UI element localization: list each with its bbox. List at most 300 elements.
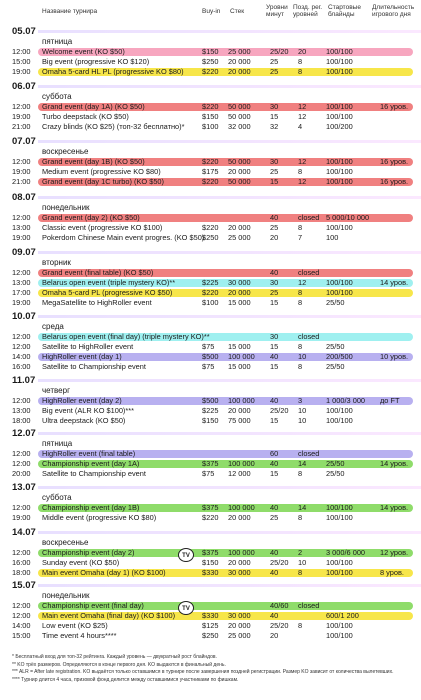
weekday-label: суббота — [42, 493, 72, 502]
date-label: 08.07 — [12, 192, 36, 203]
date-row — [0, 527, 421, 538]
event-levels: 15 — [270, 416, 279, 425]
event-row — [0, 558, 421, 568]
weekday-row — [0, 92, 421, 102]
weekday-label: воскресенье — [42, 147, 89, 156]
event-levels: 25/20 — [270, 47, 289, 56]
event-row — [0, 449, 421, 459]
event-stack: 75 000 — [228, 416, 251, 425]
event-late-reg: 12 — [298, 112, 307, 121]
date-row — [0, 580, 421, 591]
event-stack: 15 000 — [228, 298, 251, 307]
date-bar — [38, 584, 421, 587]
event-time: 12:00 — [12, 548, 31, 557]
event-time: 12:00 — [12, 213, 31, 222]
weekday-row — [0, 37, 421, 47]
event-name: Grand event (final table) (KO $50) — [42, 268, 154, 277]
event-levels: 15 — [270, 112, 279, 121]
event-blinds: 100/200 — [326, 122, 353, 131]
weekday-label: среда — [42, 322, 64, 331]
event-levels: 20 — [270, 631, 279, 640]
footnote: **** Турнир длится 4 часа, призовой фонд делится между оставшимися участниками по фишкам. — [12, 676, 239, 683]
event-name: Belarus open event (triple mystery KO)** — [42, 278, 176, 287]
event-late-reg: 8 — [298, 298, 303, 307]
day-block — [0, 527, 421, 578]
event-name: Ultra deepstack (KO $50) — [42, 416, 126, 425]
event-late-reg: 10 — [298, 406, 307, 415]
event-time: 20:00 — [12, 469, 31, 478]
event-name: Middle event (progressive KO $80) — [42, 513, 157, 522]
weekday-label: пятница — [42, 37, 73, 46]
header-duration: Длительность игрового дня — [372, 4, 415, 18]
event-late-reg: closed — [298, 601, 320, 610]
event-buyin: $150 — [202, 47, 219, 56]
event-late-reg: 12 — [298, 278, 307, 287]
event-buyin: $175 — [202, 167, 219, 176]
event-buyin: $330 — [202, 611, 219, 620]
event-blinds: 100/100 — [326, 288, 353, 297]
date-row — [0, 428, 421, 439]
event-buyin: $250 — [202, 233, 219, 242]
event-stack: 50 000 — [228, 102, 251, 111]
event-name: Low event (KO $25) — [42, 621, 108, 630]
event-buyin: $375 — [202, 459, 219, 468]
event-time: 12:00 — [12, 503, 31, 512]
event-name: Big event (ALR KO $100)*** — [42, 406, 135, 415]
event-duration: 14 уров. — [380, 278, 409, 287]
date-bar — [38, 85, 421, 88]
event-levels: 15 — [270, 469, 279, 478]
event-blinds: 100/100 — [326, 57, 353, 66]
event-levels: 60 — [270, 449, 279, 458]
event-blinds: 25/50 — [326, 298, 345, 307]
event-time: 15:00 — [12, 57, 31, 66]
date-row — [0, 247, 421, 258]
event-late-reg: 12 — [298, 177, 307, 186]
event-levels: 30 — [270, 157, 279, 166]
event-blinds: 25/50 — [326, 362, 345, 371]
event-buyin: $150 — [202, 558, 219, 567]
event-time: 12:00 — [12, 268, 31, 277]
event-levels: 15 — [270, 177, 279, 186]
event-stack: 100 000 — [228, 503, 255, 512]
event-late-reg: 7 — [298, 233, 303, 242]
event-name: Omaha 5-card PL (progressive KO $50) — [42, 288, 173, 297]
event-levels: 40 — [270, 213, 279, 222]
date-label: 10.07 — [12, 311, 36, 322]
event-levels: 25/20 — [270, 621, 289, 630]
event-name: Main event Omaha (day 1) (KO $100) — [42, 568, 166, 577]
event-late-reg: 20 — [298, 47, 307, 56]
event-stack: 20 000 — [228, 57, 251, 66]
event-stack: 30 000 — [228, 278, 251, 287]
event-duration: 10 уров. — [380, 352, 409, 361]
event-late-reg: 8 — [298, 167, 303, 176]
event-buyin: $150 — [202, 112, 219, 121]
date-label: 13.07 — [12, 482, 36, 493]
event-buyin: $75 — [202, 469, 215, 478]
event-name: Main event Omaha (final day) (KO $100) — [42, 611, 176, 620]
event-time: 12:00 — [12, 601, 31, 610]
event-buyin: $375 — [202, 548, 219, 557]
date-bar — [38, 315, 421, 318]
event-late-reg: 4 — [298, 122, 303, 131]
event-blinds: 100/100 — [326, 503, 353, 512]
event-levels: 25/20 — [270, 406, 289, 415]
event-name: Crazy blinds (KO $25) (топ-32 бесплатно)* — [42, 122, 185, 131]
event-late-reg: 8 — [298, 67, 303, 76]
day-block — [0, 375, 421, 426]
event-levels: 40 — [270, 396, 279, 405]
event-name: Grand event (day 1C turbo) (KO $50) — [42, 177, 165, 186]
event-row — [0, 601, 421, 611]
event-name: Championship event (day 2) — [42, 548, 135, 557]
event-row — [0, 631, 421, 641]
event-late-reg: 8 — [298, 469, 303, 478]
event-row — [0, 102, 421, 112]
event-duration: 16 уров. — [380, 177, 409, 186]
event-time: 13:00 — [12, 223, 31, 232]
event-late-reg: 8 — [298, 342, 303, 351]
event-stack: 20 000 — [228, 558, 251, 567]
event-blinds: 100/100 — [326, 177, 353, 186]
event-time: 12:00 — [12, 611, 31, 620]
event-duration: 14 уров. — [380, 503, 409, 512]
event-levels: 40 — [270, 459, 279, 468]
event-stack: 12 000 — [228, 469, 251, 478]
event-name: Satellite to Championship event — [42, 362, 146, 371]
event-row — [0, 568, 421, 578]
date-label: 11.07 — [12, 375, 36, 386]
event-time: 21:00 — [12, 177, 31, 186]
event-stack: 20 000 — [228, 406, 251, 415]
event-name: Turbo deepstack (KO $50) — [42, 112, 129, 121]
event-row — [0, 332, 421, 342]
event-blinds: 100/100 — [326, 416, 353, 425]
header-late: Позд. рег. уровней — [293, 4, 323, 18]
event-levels: 40 — [270, 268, 279, 277]
event-late-reg: 8 — [298, 513, 303, 522]
event-late-reg: 8 — [298, 288, 303, 297]
event-levels: 25 — [270, 513, 279, 522]
event-stack: 50 000 — [228, 112, 251, 121]
date-label: 05.07 — [12, 26, 36, 37]
date-label: 09.07 — [12, 247, 36, 258]
event-name: Sunday event (KO $50) — [42, 558, 120, 567]
event-levels: 40 — [270, 568, 279, 577]
event-duration: до FT — [380, 396, 400, 405]
event-levels: 40 — [270, 503, 279, 512]
weekday-row — [0, 493, 421, 503]
footnote: *** ALR = After late registration. KO выдаётся только оставшимся в турнире после завершения поздней регистрации. Размер KO зависит от количества вылетевших. — [12, 669, 394, 675]
header-levels: Уровни минут — [266, 4, 288, 18]
event-time: 19:00 — [12, 67, 31, 76]
date-bar — [38, 196, 421, 199]
day-block — [0, 311, 421, 372]
event-buyin: $100 — [202, 298, 219, 307]
event-name: Medium event (progressive KO $80) — [42, 167, 161, 176]
event-stack: 30 000 — [228, 568, 251, 577]
event-buyin: $100 — [202, 122, 219, 131]
event-name: MegaSatellite to HighRoller event — [42, 298, 152, 307]
date-row — [0, 311, 421, 322]
event-time: 12:00 — [12, 157, 31, 166]
event-levels: 15 — [270, 298, 279, 307]
event-row — [0, 157, 421, 167]
date-label: 14.07 — [12, 527, 36, 538]
event-row — [0, 112, 421, 122]
event-name: Championship event (final day) — [42, 601, 144, 610]
day-block — [0, 428, 421, 479]
event-time: 12:00 — [12, 47, 31, 56]
event-levels: 15 — [270, 342, 279, 351]
event-row — [0, 503, 421, 513]
day-block — [0, 482, 421, 523]
weekday-row — [0, 322, 421, 332]
event-blinds: 100/100 — [326, 67, 353, 76]
event-stack: 20 000 — [228, 223, 251, 232]
event-levels: 30 — [270, 332, 279, 341]
event-levels: 25 — [270, 223, 279, 232]
weekday-row — [0, 386, 421, 396]
tv-icon: TV — [178, 601, 194, 615]
event-name: Time event 4 hours**** — [42, 631, 117, 640]
event-row — [0, 177, 421, 187]
event-blinds: 5 000/10 000 — [326, 213, 370, 222]
event-row — [0, 362, 421, 372]
event-buyin: $220 — [202, 177, 219, 186]
event-late-reg: 14 — [298, 459, 307, 468]
event-stack: 100 000 — [228, 548, 255, 557]
event-late-reg: 8 — [298, 621, 303, 630]
header-buyin: Buy-in — [202, 8, 221, 15]
event-late-reg: 8 — [298, 568, 303, 577]
event-row — [0, 213, 421, 223]
event-time: 19:00 — [12, 233, 31, 242]
event-levels: 30 — [270, 102, 279, 111]
event-levels: 40/60 — [270, 601, 289, 610]
event-levels: 30 — [270, 278, 279, 287]
event-row — [0, 548, 421, 558]
event-stack: 100 000 — [228, 396, 255, 405]
event-buyin: $220 — [202, 102, 219, 111]
event-name: Championship event (day 1A) — [42, 459, 140, 468]
event-stack: 25 000 — [228, 47, 251, 56]
date-label: 12.07 — [12, 428, 36, 439]
event-name: Grand event (day 1A) (KO $50) — [42, 102, 145, 111]
date-bar — [38, 140, 421, 143]
event-row — [0, 611, 421, 621]
event-row — [0, 469, 421, 479]
event-blinds: 3 000/6 000 — [326, 548, 366, 557]
event-blinds: 100/100 — [326, 167, 353, 176]
day-block — [0, 26, 421, 77]
weekday-row — [0, 538, 421, 548]
event-late-reg: closed — [298, 449, 320, 458]
event-buyin: $220 — [202, 288, 219, 297]
event-buyin: $75 — [202, 342, 215, 351]
event-late-reg: 3 — [298, 396, 303, 405]
event-time: 19:00 — [12, 167, 31, 176]
event-row — [0, 342, 421, 352]
event-name: Classic event (progressive KO $100) — [42, 223, 163, 232]
event-late-reg: closed — [298, 268, 320, 277]
event-stack: 25 000 — [228, 631, 251, 640]
footnotes — [12, 654, 412, 684]
event-time: 19:00 — [12, 112, 31, 121]
event-row — [0, 278, 421, 288]
event-blinds: 100/100 — [326, 568, 353, 577]
event-late-reg: 10 — [298, 558, 307, 567]
event-buyin: $500 — [202, 352, 219, 361]
event-buyin: $250 — [202, 57, 219, 66]
event-blinds: 100/100 — [326, 223, 353, 232]
event-late-reg: 12 — [298, 157, 307, 166]
event-time: 12:00 — [12, 459, 31, 468]
event-late-reg: 8 — [298, 223, 303, 232]
event-time: 18:00 — [12, 568, 31, 577]
event-row — [0, 268, 421, 278]
event-stack: 100 000 — [228, 352, 255, 361]
event-late-reg: 2 — [298, 548, 303, 557]
event-late-reg: 10 — [298, 352, 307, 361]
event-duration: 14 уров. — [380, 459, 409, 468]
event-blinds: 100/100 — [326, 513, 353, 522]
event-levels: 25 — [270, 57, 279, 66]
event-buyin: $225 — [202, 406, 219, 415]
event-stack: 32 000 — [228, 122, 251, 131]
event-name: Satellite to HighRoller event — [42, 342, 134, 351]
event-name: Grand event (day 2) (KO $50) — [42, 213, 140, 222]
event-blinds: 100/100 — [326, 112, 353, 121]
event-duration: 12 уров. — [380, 548, 409, 557]
event-buyin: $220 — [202, 157, 219, 166]
event-time: 12:00 — [12, 102, 31, 111]
event-time: 13:00 — [12, 406, 31, 415]
event-late-reg: 8 — [298, 57, 303, 66]
date-bar — [38, 432, 421, 435]
event-stack: 100 000 — [228, 459, 255, 468]
event-time: 19:00 — [12, 513, 31, 522]
event-stack: 20 000 — [228, 621, 251, 630]
event-time: 12:00 — [12, 396, 31, 405]
event-row — [0, 47, 421, 57]
event-levels: 40 — [270, 611, 279, 620]
event-blinds: 100 — [326, 233, 339, 242]
event-late-reg: 8 — [298, 362, 303, 371]
event-buyin: $225 — [202, 278, 219, 287]
event-row — [0, 223, 421, 233]
date-row — [0, 482, 421, 493]
event-name: Omaha 5-card HL PL (progressive KO $80) — [42, 67, 184, 76]
event-blinds: 100/100 — [326, 47, 353, 56]
event-time: 13:00 — [12, 278, 31, 287]
header-stack: Стек — [230, 8, 245, 15]
event-levels: 40 — [270, 352, 279, 361]
event-buyin: $75 — [202, 362, 215, 371]
day-block — [0, 247, 421, 308]
event-time: 18:00 — [12, 416, 31, 425]
event-blinds: 600/1 200 — [326, 611, 359, 620]
date-label: 06.07 — [12, 81, 36, 92]
weekday-row — [0, 258, 421, 268]
event-buyin: $250 — [202, 631, 219, 640]
footnote: ** KO трёх размеров. Определяются в конце первого дня. KO выдаются в финальный день. — [12, 661, 226, 668]
event-blinds: 100/100 — [326, 621, 353, 630]
event-row — [0, 621, 421, 631]
date-bar — [38, 531, 421, 534]
weekday-row — [0, 591, 421, 601]
event-blinds: 200/500 — [326, 352, 353, 361]
event-row — [0, 57, 421, 67]
event-stack: 15 000 — [228, 342, 251, 351]
event-row — [0, 298, 421, 308]
event-time: 19:00 — [12, 298, 31, 307]
event-time: 15:00 — [12, 631, 31, 640]
event-time: 12:00 — [12, 342, 31, 351]
event-stack: 20 000 — [228, 67, 251, 76]
event-blinds: 1 000/3 000 — [326, 396, 366, 405]
event-name: HighRoller event (day 2) — [42, 396, 122, 405]
weekday-row — [0, 203, 421, 213]
event-row — [0, 122, 421, 132]
event-buyin: $150 — [202, 416, 219, 425]
event-blinds: 100/100 — [326, 406, 353, 415]
event-late-reg: 12 — [298, 102, 307, 111]
header-blinds: Стартовые блайнды — [328, 4, 361, 18]
date-label: 15.07 — [12, 580, 36, 591]
event-buyin: $125 — [202, 621, 219, 630]
event-buyin: $500 — [202, 396, 219, 405]
event-time: 21:00 — [12, 122, 31, 131]
date-label: 07.07 — [12, 136, 36, 147]
date-row — [0, 136, 421, 147]
event-time: 14:00 — [12, 352, 31, 361]
event-time: 17:00 — [12, 288, 31, 297]
event-stack: 20 000 — [228, 513, 251, 522]
event-levels: 40 — [270, 548, 279, 557]
day-block — [0, 81, 421, 132]
weekday-label: пятница — [42, 439, 73, 448]
weekday-row — [0, 147, 421, 157]
event-stack: 25 000 — [228, 233, 251, 242]
header-name: Название турнира — [42, 8, 98, 15]
event-late-reg: 14 — [298, 503, 307, 512]
event-time: 16:00 — [12, 558, 31, 567]
event-levels: 32 — [270, 122, 279, 131]
event-buyin: $220 — [202, 67, 219, 76]
weekday-label: суббота — [42, 92, 72, 101]
event-row — [0, 288, 421, 298]
date-bar — [38, 251, 421, 254]
event-buyin: $330 — [202, 568, 219, 577]
event-name: Big event (progressive KO $120) — [42, 57, 150, 66]
weekday-label: вторник — [42, 258, 71, 267]
event-name: Belarus open event (final day) (triple mystery KO)** — [42, 332, 210, 341]
event-name: Welcome event (KO $50) — [42, 47, 125, 56]
event-stack: 20 000 — [228, 167, 251, 176]
event-levels: 25 — [270, 67, 279, 76]
date-bar — [38, 486, 421, 489]
event-duration: 16 уров. — [380, 157, 409, 166]
event-blinds: 100/100 — [326, 278, 353, 287]
date-row — [0, 375, 421, 386]
event-stack: 30 000 — [228, 611, 251, 620]
event-blinds: 25/50 — [326, 342, 345, 351]
event-row — [0, 233, 421, 243]
weekday-label: понедельник — [42, 203, 90, 212]
date-bar — [38, 30, 421, 33]
